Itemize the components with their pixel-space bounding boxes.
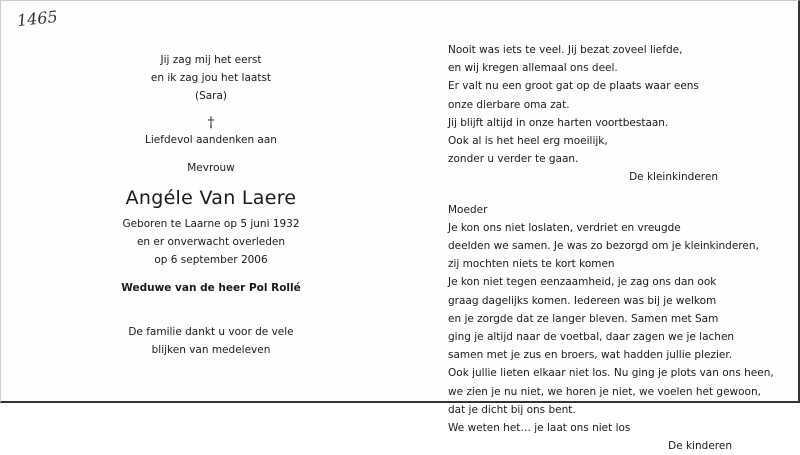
handwritten-number: 1465 — [16, 6, 59, 31]
poem-heading: Moeder — [448, 203, 488, 216]
poem-line: dat je dicht bij ons bent. — [448, 403, 576, 416]
poem-line: onze dierbare oma zat. — [448, 98, 570, 111]
quote-line: en ik zag jou het laatst — [150, 72, 272, 84]
poem-line: Nooit was iets te veel. Jij bezat zoveel liefde, — [448, 44, 683, 56]
poem-line: zij mochten niets te kort komen — [448, 258, 615, 271]
poem-line: Ook al is het heel erg moeilijk, — [448, 135, 608, 148]
poem-line: samen met je zus en broers, wat hadden jullie plezier. — [448, 349, 733, 362]
poem-line: Jij blijft altijd in onze harten voortbestaan. — [448, 116, 669, 129]
in-memory-text: Liefdevol aandenken aan — [145, 134, 277, 146]
honorific: Mevrouw — [187, 162, 235, 174]
poem-children — [448, 219, 774, 437]
cross-icon: † — [207, 115, 215, 131]
quote-attribution: (Sara) — [194, 90, 228, 102]
poem-line: Ook jullie lieten elkaar niet los. Nu ging je plots van ons heen, — [448, 367, 774, 380]
deceased-name: Angéle Van Laere — [125, 187, 297, 209]
left-panel — [96, 51, 326, 359]
poem-line: ging je altijd naar de voetbal, daar zagen we je lachen — [448, 331, 735, 344]
thanks-line: De familie dankt u voor de vele — [128, 326, 294, 338]
detail-line: Geboren te Laarne op 5 juni 1932 — [122, 218, 300, 230]
signature-children: De kinderen — [668, 440, 732, 453]
poem-line: Je kon ons niet loslaten, verdriet en vreugde — [448, 221, 681, 234]
poem-grandchildren — [448, 41, 738, 168]
signature-grandchildren: De kleinkinderen — [629, 171, 718, 184]
poem-line: en wij kregen allemaal ons deel. — [448, 62, 618, 75]
detail-line: en er onverwacht overleden — [136, 236, 286, 248]
poem-line: deelden we samen. Je was zo bezorgd om je kleinkinderen, — [448, 240, 759, 253]
detail-line: op 6 september 2006 — [154, 254, 268, 266]
poem-line: zonder u verder te gaan. — [448, 153, 579, 166]
quote-line: Jij zag mij het eerst — [160, 54, 262, 66]
poem-line: en je zorgde dat ze langer bleven. Samen met Sam — [448, 312, 719, 325]
thanks-line: blijken van medeleven — [151, 344, 271, 356]
right-panel — [448, 41, 774, 455]
poem-line: Er valt nu een groot gat op de plaats waar eens — [448, 80, 699, 93]
poem-line: Je kon niet tegen eenzaamheid, je zag ons dan ook — [448, 276, 717, 289]
poem-line: We weten het… je laat ons niet los — [448, 422, 631, 435]
poem-line: we zien je nu niet, we horen je niet, we voelen het gewoon, — [448, 385, 761, 398]
widow-text: Weduwe van de heer Pol Rollé — [121, 282, 301, 294]
poem-line: graag dagelijks komen. Iedereen was bij je welkom — [448, 294, 717, 307]
